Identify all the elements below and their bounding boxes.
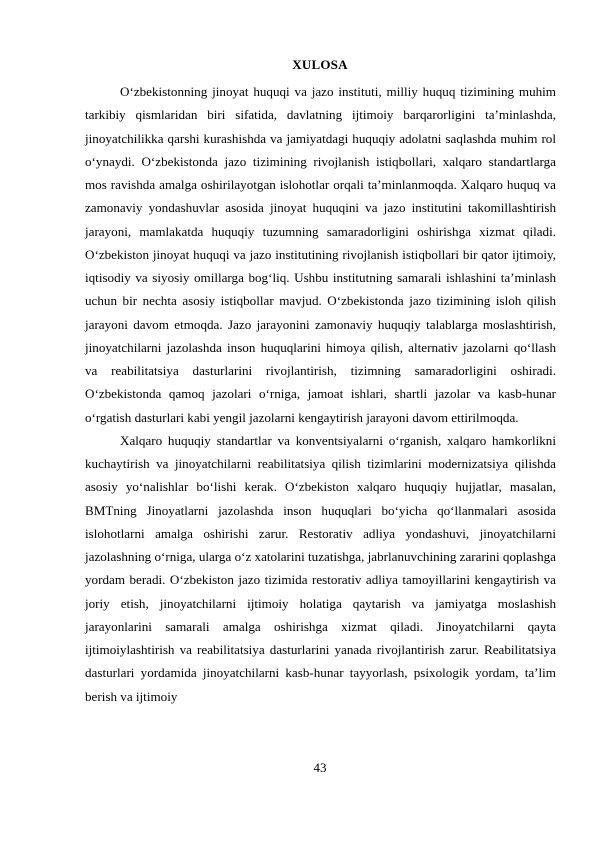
page-title: XULOSA xyxy=(292,57,348,72)
page-number: 43 xyxy=(313,760,327,775)
paragraph-1: O‘zbekistonning jinoyat huquqi va jazo instituti, milliy huquq tizimining muhim tarkibiy qismlaridan biri sifatida, davlatning ijtimoiy barqarorligini ta’minlashda, jinoyatchilikka qarshi kurashishda va jamiyatdagi huquqiy adolatni saqlashda muhim rol o‘ynaydi. O‘zbekistonda jazo tizimining rivojlanish istiqbollari, xalqaro standartlarga mos ravishda amalga oshirilayotgan islohotlar orqali ta’minlanmoqda. Xalqaro huquq va zamonaviy yondashuvlar asosida jinoyat huquqini va jazo institutini takomillashtirish jarayoni, mamlakatda huquqiy tuzumning samaradorligini oshirishga xizmat qiladi. O‘zbekiston jinoyat huquqi va jazo institutining rivojlanish istiqbollari bir qator ijtimoiy, iqtisodiy va siyosiy omillarga bog‘liq. Ushbu institutning samarali ishlashini ta’minlash uchun bir nechta asosiy istiqbollar mavjud. O‘zbekistonda jazo tizimining isloh qilish jarayoni davom etmoqda. Jazo jarayonini zamonaviy huquqiy talablarga moslashtirish, jinoyatchilarni jazolashda inson huquqlarini himoya qilish, alternativ jazolarni qo‘llash va reabilitatsiya dasturlarini rivojlantirish, tizimning samaradorligini oshiradi. O‘zbekistonda qamoq jazolari o‘rniga, jamoat ishlari, shartli jazolar va kasb-hunar o‘rgatish dasturlari kabi yengil jazolarni kengaytirish jarayoni davom ettirilmoqda. xyxy=(85,84,556,425)
body-text xyxy=(85,80,556,708)
paragraph-2: Xalqaro huquqiy standartlar va konventsiyalarni o‘rganish, xalqaro hamkorlikni kuchaytirish va jinoyatchilarni reabilitatsiya qilish tizimlarini modernizatsiya qilishda asosiy yo‘nalishlar bo‘lishi kerak. O‘zbekiston xalqaro huquqiy hujjatlar, masalan, BMTning Jinoyatlarni jazolashda inson huquqlari bo‘yicha qo‘llanmalari asosida islohotlarni amalga oshirishi zarur. Restorativ adliya yondashuvi, jinoyatchilarni jazolashning o‘rniga, ularga o‘z xatolarini tuzatishga, jabrlanuvchining zararini qoplashga yordam beradi. O‘zbekiston jazo tizimida restorativ adliya tamoyillarini kengaytirish va joriy etish, jinoyatchilarni ijtimoiy holatiga qaytarish va jamiyatga moslashish jarayonlarini samarali amalga oshirishga xizmat qiladi. Jinoyatchilarni qayta ijtimoiylashtirish va reabilitatsiya dasturlarini yanada rivojlantirish zarur. Reabilitatsiya dasturlari yordamida jinoyatchilarni kasb-hunar tayyorlash, psixologik yordam, ta’lim berish va ijtimoiy xyxy=(85,432,556,704)
